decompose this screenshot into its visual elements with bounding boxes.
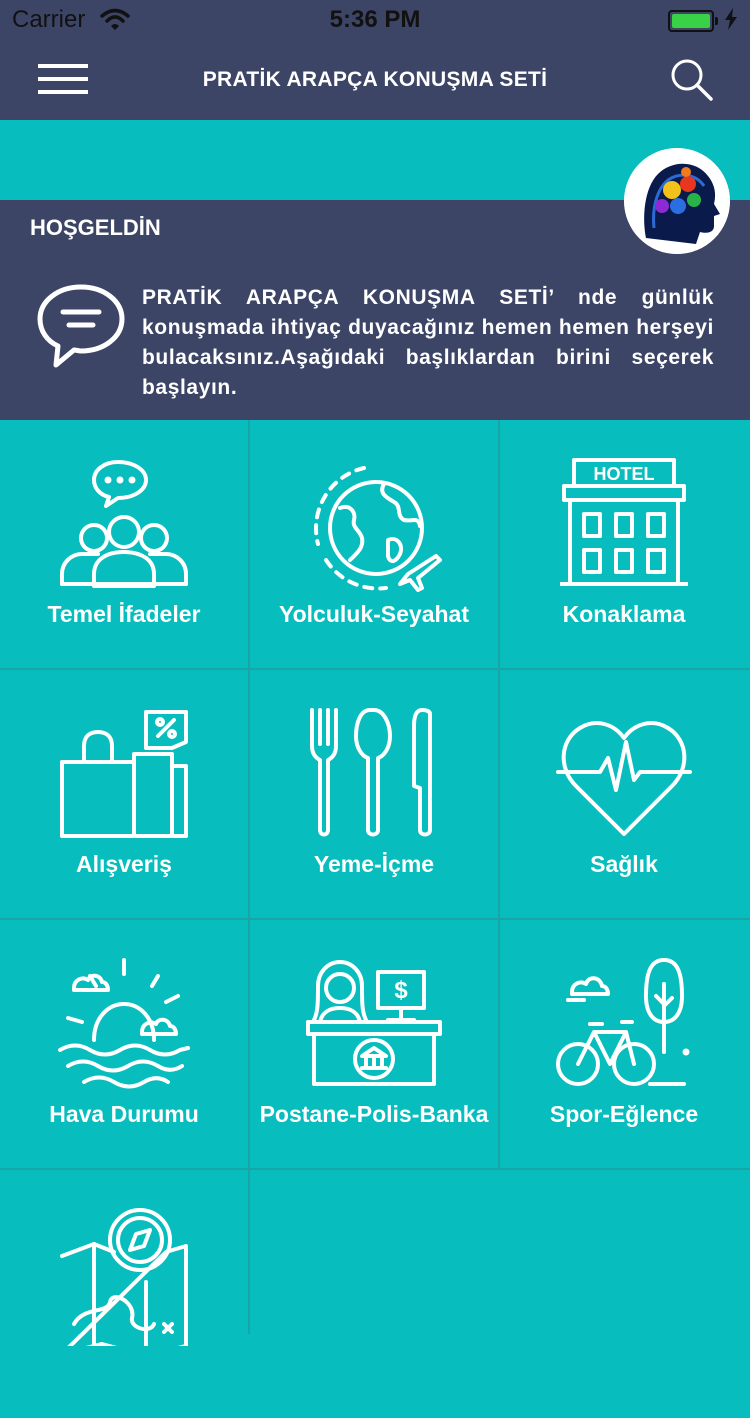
brain-gears-icon [624,148,730,254]
category-yolculuk-seyahat[interactable] [250,420,498,668]
category-label: Yeme-İçme [313,851,435,877]
category-label: Sağlık [590,851,658,877]
search-icon[interactable] [670,58,714,102]
shopping-bags-icon [54,706,194,846]
weather-sun-sea-icon [54,956,194,1096]
map-compass-icon [54,1206,194,1346]
category-postane-polis-banka[interactable] [250,920,498,1168]
people-chat-icon [54,456,194,596]
category-alisveris[interactable] [0,670,248,918]
clock: 5:36 PM [329,6,421,33]
globe-plane-icon [304,456,444,596]
welcome-message: PRATİK ARAPÇA KONUŞMA SETİ’ nde günlük konuşmada ihtiyaç duyacağınız hemen hemen herşeyi bulacaksınız.Aşağıdaki başlıklardan birini seçerek başlayın. [142,286,714,399]
category-yeme-icme[interactable] [250,670,498,918]
category-spor-eglence[interactable] [500,920,748,1168]
svg-text:HOTEL: HOTEL [593,464,655,484]
category-label: Postane-Polis-Banka [259,1101,489,1127]
welcome-heading: HOŞGELDİN [30,215,161,240]
carrier-label: Carrier [12,6,86,33]
category-label: Yolculuk-Seyahat [278,601,470,627]
hotel-icon [554,456,694,596]
avatar [624,148,730,254]
category-saglik[interactable] [500,670,748,918]
category-harita[interactable] [0,1170,248,1418]
category-konaklama[interactable] [500,420,748,668]
category-label: Hava Durumu [49,1101,199,1127]
category-hava-durumu[interactable] [0,920,248,1168]
category-label: Alışveriş [76,851,172,877]
cutlery-icon [304,706,444,846]
charging-bolt-icon [724,8,738,30]
bicycle-tree-icon [554,956,694,1096]
category-temel-ifadeler[interactable] [0,420,248,668]
heart-pulse-icon [554,706,694,846]
chat-bubble-icon [36,283,126,369]
page-title: PRATİK ARAPÇA KONUŞMA SETİ [202,68,548,91]
status-bar [0,0,750,40]
battery-icon [668,10,714,32]
category-label: Konaklama [562,601,686,627]
svg-text:$: $ [394,977,408,1004]
bank-desk-icon [304,956,444,1096]
category-grid [0,420,750,1334]
category-label: Temel İfadeler [47,601,201,627]
nav-bar [0,40,750,120]
category-label: Spor-Eğlence [549,1101,699,1127]
